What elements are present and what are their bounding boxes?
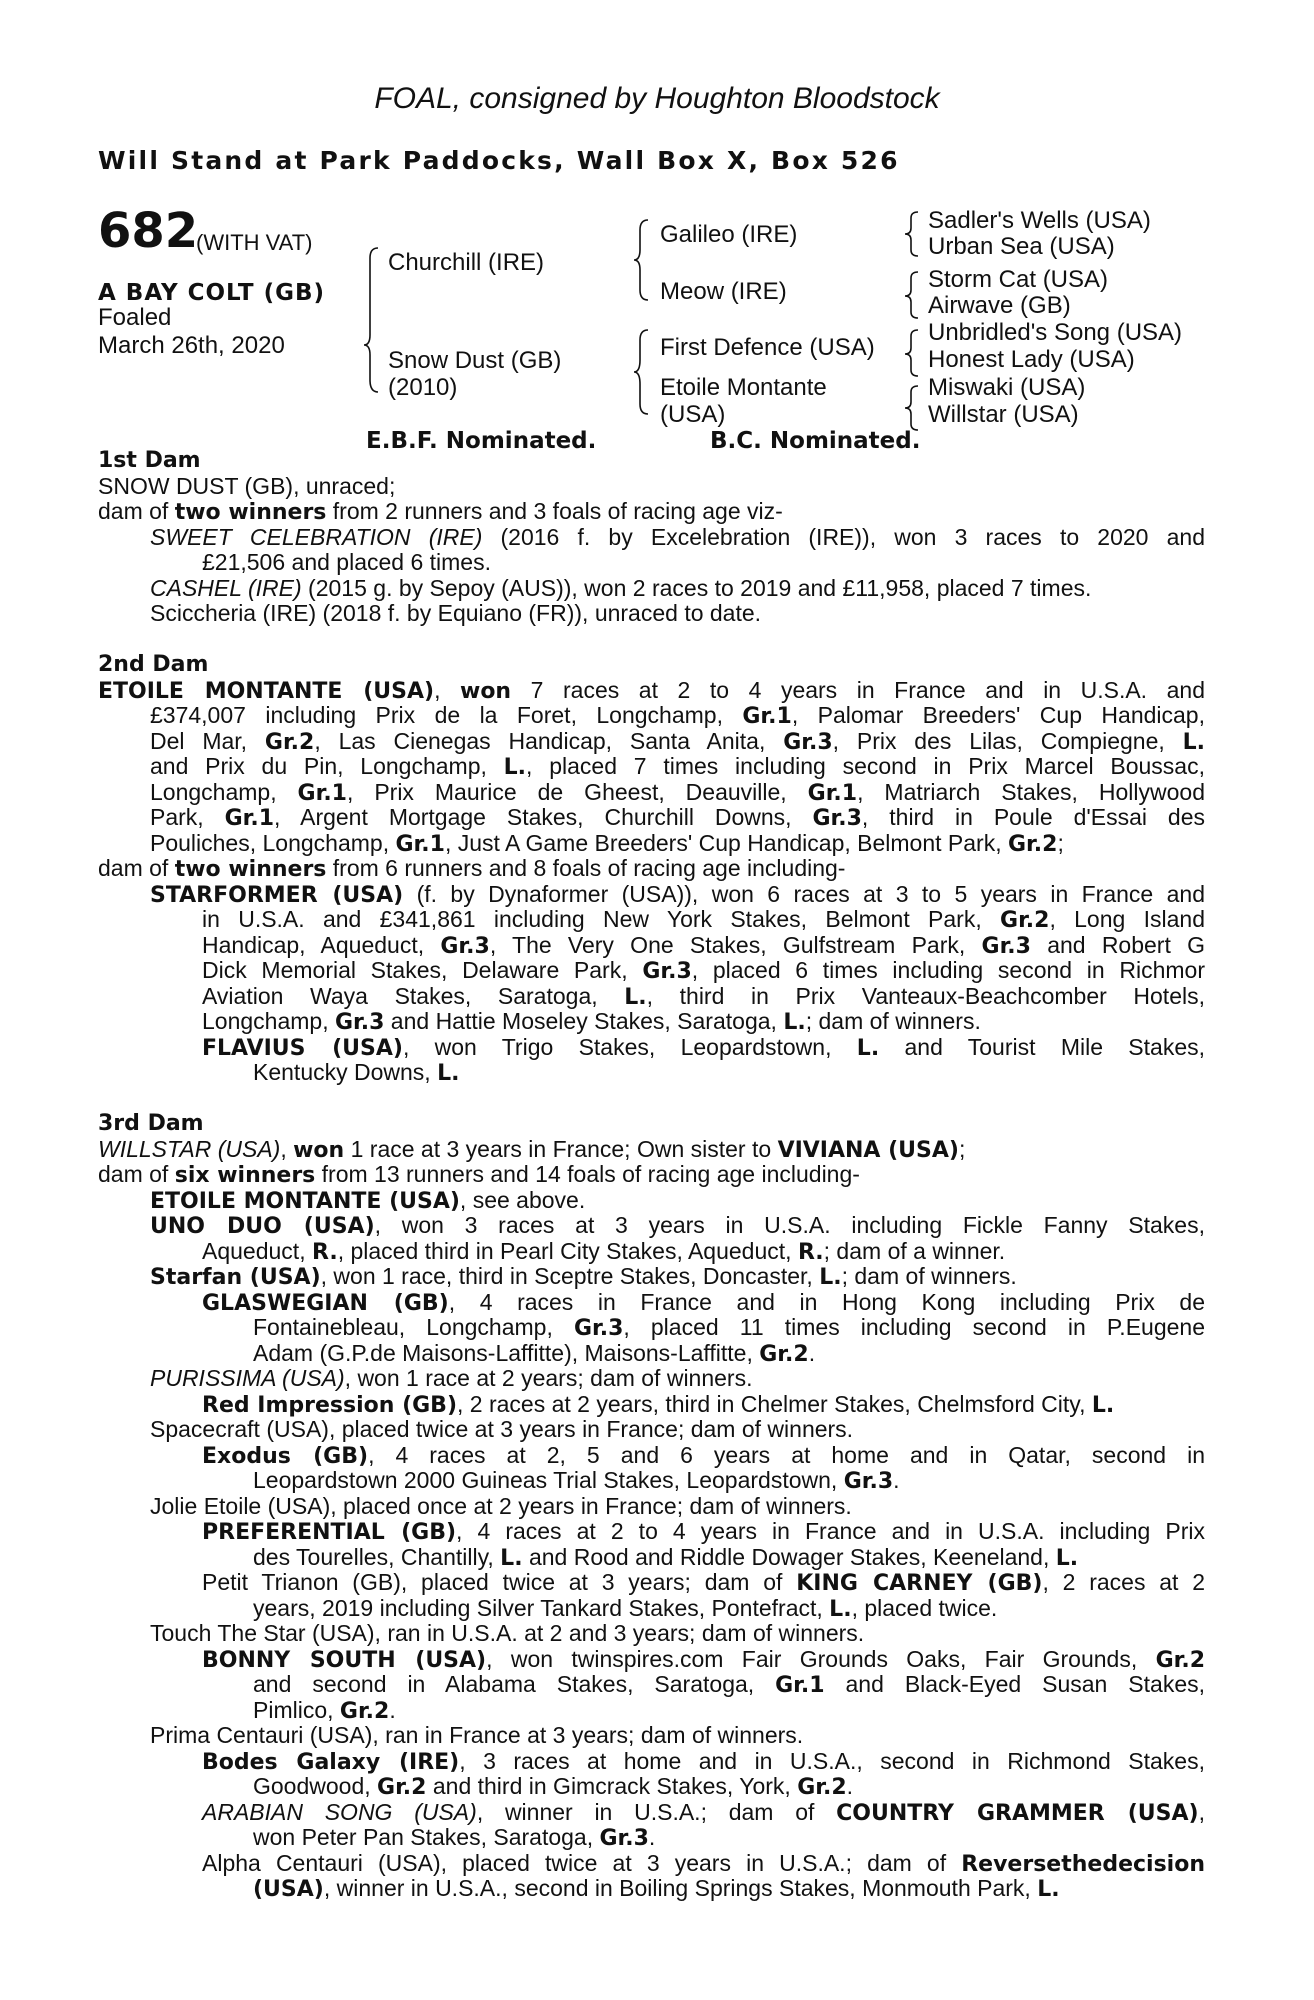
catalogue-body bbox=[98, 448, 1205, 1902]
text-line: dam of six winners from 13 runners and 14 foals of racing age including- bbox=[98, 1161, 860, 1188]
text-line: dam of two winners from 6 runners and 8 foals of racing age including- bbox=[98, 855, 846, 882]
pedigree-g1: Sadler's Wells (USA) bbox=[928, 207, 1151, 234]
text-line: Aviation Waya Stakes, Saratoga, L., third in Prix Vanteaux-Beachcomber Hotels, bbox=[202, 982, 1205, 1010]
text-line: and second in Alabama Stakes, Saratoga, Gr.1 and Black-Eyed Susan Stakes, bbox=[253, 1671, 1205, 1698]
text-line: and Prix du Pin, Longchamp, L., placed 7 times including second in Prix Marcel Boussac, bbox=[150, 753, 1205, 780]
text-line: £21,506 and placed 6 times. bbox=[202, 549, 491, 575]
text-line: Dick Memorial Stakes, Delaware Park, Gr.3, placed 6 times including second in Richmor bbox=[202, 957, 1205, 984]
text-line: won Peter Pan Stakes, Saratoga, Gr.3. bbox=[253, 1824, 656, 1851]
text-line: dam of two winners from 2 runners and 3 foals of racing age viz- bbox=[98, 498, 783, 525]
pedigree-sire: Churchill (IRE) bbox=[388, 249, 545, 276]
text-line: Bodes Galaxy (IRE), 3 races at home and in U.S.A., second in Richmond Stakes, bbox=[202, 1747, 1205, 1775]
text-line: Kentucky Downs, L. bbox=[253, 1059, 460, 1086]
pedigree-g5: Unbridled's Song (USA) bbox=[928, 319, 1183, 346]
text-line: Handicap, Aqueduct, Gr.3, The Very One Stakes, Gulfstream Park, Gr.3 and Robert G bbox=[202, 931, 1205, 959]
text-line: Pouliches, Longchamp, Gr.1, Just A Game Breeders' Cup Handicap, Belmont Park, Gr.2; bbox=[150, 829, 1064, 857]
text-line: GLASWEGIAN (GB), 4 races in France and in Hong Kong including Prix de bbox=[202, 1288, 1205, 1316]
text-line: BONNY SOUTH (USA), won twinspires.com Fair Grounds Oaks, Fair Grounds, Gr.2 bbox=[202, 1645, 1205, 1673]
pedigree-dam: Snow Dust (GB) bbox=[388, 347, 562, 374]
text-line: Fontainebleau, Longchamp, Gr.3, placed 11 times including second in P.Eugene bbox=[253, 1314, 1205, 1341]
text-line: Aqueduct, R., placed third in Pearl City Stakes, Aqueduct, R.; dam of a winner. bbox=[202, 1237, 1006, 1265]
text-line: Adam (G.P.de Maisons-Laffitte), Maisons-Laffitte, Gr.2. bbox=[253, 1339, 816, 1367]
pedigree-g2: Urban Sea (USA) bbox=[928, 233, 1115, 260]
first-dam-heading: 1st Dam bbox=[98, 448, 201, 473]
text-line: ARABIAN SONG (USA), winner in U.S.A.; dam of COUNTRY GRAMMER (USA), bbox=[202, 1798, 1205, 1826]
pedigree-dam-year: (2010) bbox=[388, 374, 458, 401]
text-line: UNO DUO (USA), won 3 races at 3 years in U.S.A. including Fickle Fanny Stakes, bbox=[150, 1212, 1205, 1239]
pedigree-sire-dam: Meow (IRE) bbox=[660, 278, 787, 305]
text-line: Longchamp, Gr.1, Prix Maurice de Gheest, Deauville, Gr.1, Matriarch Stakes, Hollywood bbox=[150, 778, 1205, 806]
third-dam-heading: 3rd Dam bbox=[98, 1111, 204, 1136]
pedigree-g3: Storm Cat (USA) bbox=[928, 266, 1109, 293]
text-line: ETOILE MONTANTE (USA), see above. bbox=[150, 1186, 586, 1214]
text-line: £374,007 including Prix de la Foret, Longchamp, Gr.1, Palomar Breeders' Cup Handicap, bbox=[150, 702, 1205, 729]
text-line: CASHEL (IRE) (2015 g. by Sepoy (AUS)), won 2 races to 2019 and £11,958, placed 7 times. bbox=[150, 574, 1092, 601]
vat-label: (WITH VAT) bbox=[196, 230, 313, 255]
stand-line: Will Stand at Park Paddocks, Wall Box X, Box 526 bbox=[98, 146, 900, 175]
text-line: years, 2019 including Silver Tankard Stakes, Pontefract, L., placed twice. bbox=[253, 1594, 998, 1622]
text-line: Sciccheria (IRE) (2018 f. by Equiano (FR)), unraced to date. bbox=[150, 600, 762, 626]
second-dam-heading: 2nd Dam bbox=[98, 652, 209, 677]
text-line: Alpha Centauri (USA), placed twice at 3 years in U.S.A.; dam of Reversethedecision bbox=[202, 1849, 1205, 1877]
ebf-nominated: E.B.F. Nominated. bbox=[366, 428, 597, 454]
text-line: Exodus (GB), 4 races at 2, 5 and 6 years at home and in Qatar, second in bbox=[202, 1441, 1205, 1469]
text-line: Jolie Etoile (USA), placed once at 2 years in France; dam of winners. bbox=[150, 1492, 852, 1519]
foaled-label: Foaled bbox=[98, 304, 172, 331]
lot-number: 682 bbox=[98, 203, 199, 259]
text-line: Petit Trianon (GB), placed twice at 3 years; dam of KING CARNEY (GB), 2 races at 2 bbox=[202, 1569, 1205, 1596]
text-line: SWEET CELEBRATION (IRE) (2016 f. by Excelebration (IRE)), won 3 races to 2020 and bbox=[150, 523, 1205, 550]
text-line: Prima Centauri (USA), ran in France at 3 years; dam of winners. bbox=[150, 1722, 804, 1748]
text-line: Red Impression (GB), 2 races at 2 years, third in Chelmer Stakes, Chelmsford City, L. bbox=[202, 1390, 1115, 1418]
first-dam-name: SNOW DUST (GB), unraced; bbox=[98, 472, 396, 499]
foaled-date: March 26th, 2020 bbox=[98, 332, 285, 359]
text-line: Starfan (USA), won 1 race, third in Sceptre Stakes, Doncaster, L.; dam of winners. bbox=[150, 1263, 1017, 1290]
pedigree-dam-dam: Etoile Montante bbox=[660, 374, 827, 401]
text-line: PURISSIMA (USA), won 1 race at 2 years; dam of winners. bbox=[150, 1365, 753, 1391]
pedigree-sire-sire: Galileo (IRE) bbox=[660, 221, 798, 248]
text-line: ETOILE MONTANTE (USA), won 7 races at 2 to 4 years in France and in U.S.A. and bbox=[98, 676, 1205, 704]
text-line: Pimlico, Gr.2. bbox=[253, 1696, 396, 1724]
pedigree-g4: Airwave (GB) bbox=[928, 292, 1071, 319]
text-line: Park, Gr.1, Argent Mortgage Stakes, Churchill Downs, Gr.3, third in Poule d'Essai des bbox=[150, 804, 1205, 831]
text-line: in U.S.A. and £341,861 including New York Stakes, Belmont Park, Gr.2, Long Island bbox=[202, 906, 1205, 933]
pedigree-dam-sire: First Defence (USA) bbox=[660, 334, 875, 361]
text-line: FLAVIUS (USA), won Trigo Stakes, Leopardstown, L. and Tourist Mile Stakes, bbox=[202, 1033, 1205, 1061]
text-line: STARFORMER (USA) (f. by Dynaformer (USA)), won 6 races at 3 to 5 years in France and bbox=[150, 880, 1205, 908]
pedigree-dam-dam-country: (USA) bbox=[660, 401, 726, 428]
pedigree-g7: Miswaki (USA) bbox=[928, 374, 1086, 401]
text-line: Goodwood, Gr.2 and third in Gimcrack Stakes, York, Gr.2. bbox=[253, 1773, 854, 1800]
pedigree-g8: Willstar (USA) bbox=[928, 401, 1079, 428]
text-line: Del Mar, Gr.2, Las Cienegas Handicap, Santa Anita, Gr.3, Prix des Lilas, Compiegne, L. bbox=[150, 727, 1205, 755]
text-line: Spacecraft (USA), placed twice at 3 years in France; dam of winners. bbox=[150, 1416, 854, 1442]
text-line: WILLSTAR (USA), won 1 race at 3 years in France; Own sister to VIVIANA (USA); bbox=[98, 1135, 966, 1163]
bc-nominated: B.C. Nominated. bbox=[710, 428, 921, 454]
text-line: (USA), winner in U.S.A., second in Boiling Springs Stakes, Monmouth Park, L. bbox=[253, 1875, 1060, 1902]
text-line: Touch The Star (USA), ran in U.S.A. at 2 and 3 years; dam of winners. bbox=[150, 1620, 865, 1646]
lot-title: A BAY COLT (GB) bbox=[98, 280, 326, 306]
text-line: des Tourelles, Chantilly, L. and Rood and Riddle Dowager Stakes, Keeneland, L. bbox=[253, 1543, 1079, 1571]
text-line: Leopardstown 2000 Guineas Trial Stakes, Leopardstown, Gr.3. bbox=[253, 1467, 900, 1494]
consignor-line: FOAL, consigned by Houghton Bloodstock bbox=[374, 82, 940, 115]
text-line: Longchamp, Gr.3 and Hattie Moseley Stakes, Saratoga, L.; dam of winners. bbox=[202, 1008, 981, 1035]
text-line: PREFERENTIAL (GB), 4 races at 2 to 4 years in France and in U.S.A. including Prix bbox=[202, 1518, 1205, 1545]
pedigree-g6: Honest Lady (USA) bbox=[928, 346, 1135, 373]
